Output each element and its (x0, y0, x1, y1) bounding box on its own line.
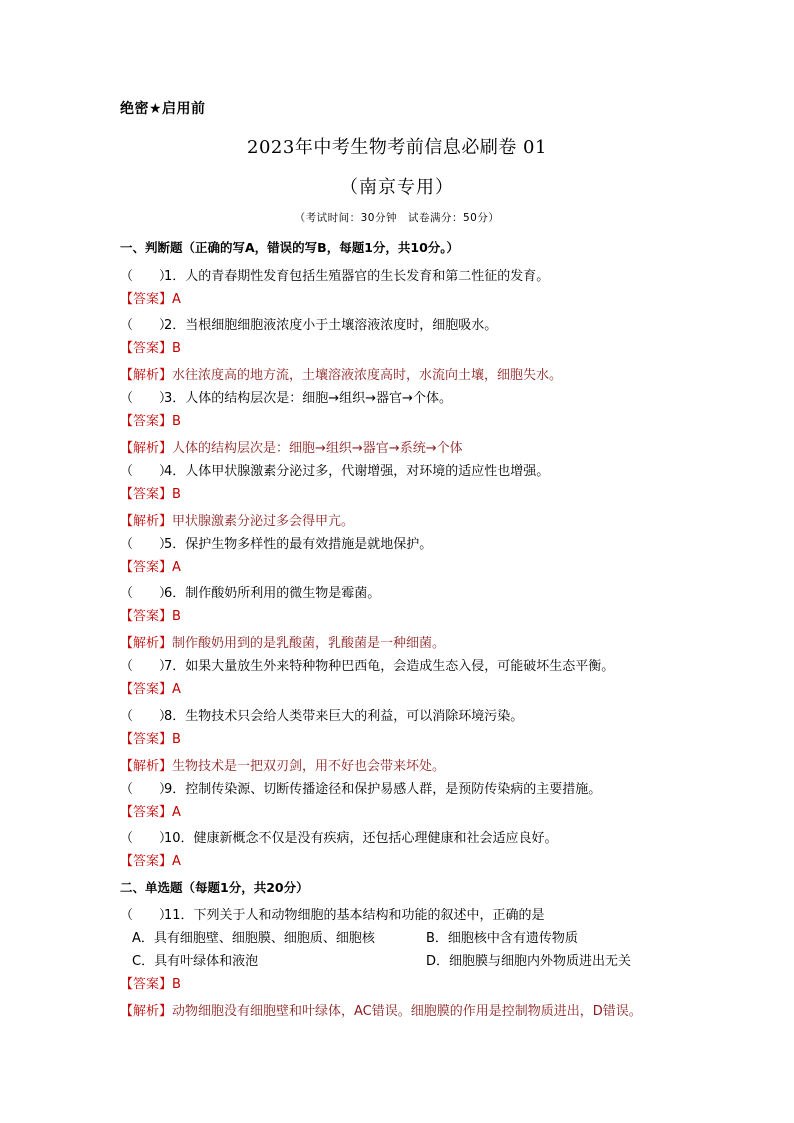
explain-tag: 【解析】 (120, 514, 173, 529)
answer-tag: 【答案】 (120, 341, 173, 356)
answer-tag: 【答案】 (120, 487, 173, 502)
question-10 (120, 827, 694, 846)
explain-tag: 【解析】 (120, 368, 173, 383)
answer-value: A (172, 682, 181, 697)
answer-blank: （ ） (120, 831, 173, 846)
explain-tag: 【解析】 (120, 1004, 173, 1019)
answer-2 (120, 337, 694, 356)
question-5 (120, 533, 694, 552)
section-heading-single-choice: 二、单选题（每题1分，共20分） (120, 880, 309, 895)
answer-11 (120, 973, 694, 992)
page-subtitle: （南京专用） (340, 177, 454, 198)
answer-value: A (172, 805, 181, 820)
question-6 (120, 582, 694, 601)
answer-value: B (172, 487, 181, 502)
question-text: 4．人体甲状腺激素分泌过多，代谢增强，对环境的适应性也增强。 (164, 464, 550, 479)
answer-tag: 【答案】 (120, 805, 173, 820)
answer-value: A (172, 560, 181, 575)
answer-blank: （ ） (120, 586, 173, 601)
answer-blank: （ ） (120, 269, 173, 284)
answer-blank: （ ） (120, 709, 173, 724)
question-2 (120, 314, 694, 333)
explanation-11 (120, 1000, 694, 1019)
question-text: 10．健康新概念不仅是没有疾病，还包括心理健康和社会适应良好。 (164, 831, 558, 846)
explanation-4 (120, 510, 694, 529)
question-8 (120, 705, 694, 724)
explain-text: 生物技术是一把双刃剑，用不好也会带来坏处。 (172, 759, 446, 774)
answer-9 (120, 801, 694, 820)
answer-blank: （ ） (120, 537, 173, 552)
section-heading-judgment: 一、判断题（正确的写A，错误的写B，每题1分，共10分。） (120, 240, 460, 255)
answer-tag: 【答案】 (120, 560, 173, 575)
answer-6 (120, 605, 694, 624)
page-title: 2023年中考生物考前信息必刷卷 01 (247, 137, 547, 158)
exam-info: （考试时间：30分钟 试卷满分：50分） (294, 212, 500, 224)
secret-label: 绝密★启用前 (120, 101, 206, 117)
answer-3 (120, 410, 694, 429)
answer-8 (120, 728, 694, 747)
question-text: 9．控制传染源、切断传播途径和保护易感人群，是预防传染病的主要措施。 (164, 782, 602, 797)
question-text: 6．制作酸奶所利用的微生物是霉菌。 (164, 586, 381, 601)
answer-value: A (172, 292, 181, 307)
answer-value: B (172, 414, 181, 429)
question-4 (120, 460, 694, 479)
explain-tag: 【解析】 (120, 441, 173, 456)
answer-blank: （ ） (120, 659, 173, 674)
answer-tag: 【答案】 (120, 854, 173, 869)
explain-text: 甲状腺激素分泌过多会得甲亢。 (172, 514, 355, 529)
answer-blank: （ ） (120, 318, 173, 333)
question-text: 11．下列关于人和动物细胞的基本结构和功能的叙述中，正确的是 (164, 908, 545, 923)
option-c: C．具有叶绿体和液泡 (132, 954, 259, 969)
explain-tag: 【解析】 (120, 759, 173, 774)
question-text: 5．保护生物多样性的最有效措施是就地保护。 (164, 537, 433, 552)
answer-tag: 【答案】 (120, 292, 173, 307)
answer-7 (120, 678, 694, 697)
answer-tag: 【答案】 (120, 682, 173, 697)
explanation-6 (120, 632, 694, 651)
explain-text: 制作酸奶用到的是乳酸菌，乳酸菌是一种细菌。 (172, 636, 446, 651)
question-9 (120, 778, 694, 797)
answer-tag: 【答案】 (120, 732, 173, 747)
question-3 (120, 387, 694, 406)
answer-blank: （ ） (120, 391, 173, 406)
answer-value: A (172, 854, 181, 869)
answer-value: B (172, 609, 181, 624)
answer-value: B (172, 732, 181, 747)
explain-tag: 【解析】 (120, 636, 173, 651)
answer-tag: 【答案】 (120, 977, 173, 992)
answer-tag: 【答案】 (120, 609, 173, 624)
question-text: 3．人体的结构层次是：细胞→组织→器官→个体。 (164, 391, 452, 406)
question-text: 1．人的青春期性发育包括生殖器官的生长发育和第二性征的发育。 (164, 269, 550, 284)
answer-blank: （ ） (120, 782, 173, 797)
option-d: D．细胞膜与细胞内外物质进出无关 (426, 954, 632, 969)
question-text: 7．如果大量放生外来特种物种巴西龟，会造成生态入侵，可能破坏生态平衡。 (164, 659, 615, 674)
answer-value: B (172, 977, 181, 992)
question-text: 2．当根细胞细胞液浓度小于土壤溶液浓度时，细胞吸水。 (164, 318, 498, 333)
answer-value: B (172, 341, 181, 356)
explanation-3 (120, 437, 694, 456)
question-text: 8．生物技术只会给人类带来巨大的利益，可以消除环境污染。 (164, 709, 524, 724)
answer-blank: （ ） (120, 908, 173, 923)
explanation-8 (120, 755, 694, 774)
question-1 (120, 265, 694, 284)
question-7 (120, 655, 694, 674)
answer-5 (120, 556, 694, 575)
answer-1 (120, 288, 694, 307)
explanation-2 (120, 364, 694, 383)
answer-tag: 【答案】 (120, 414, 173, 429)
explain-text: 动物细胞没有细胞壁和叶绿体，AC错误。细胞膜的作用是控制物质进出，D错误。 (172, 1004, 642, 1019)
answer-4 (120, 483, 694, 502)
answer-blank: （ ） (120, 464, 173, 479)
question-11 (120, 904, 694, 923)
option-a: A．具有细胞壁、细胞膜、细胞质、细胞核 (132, 931, 375, 946)
explain-text: 水往浓度高的地方流，土壤溶液浓度高时，水流向土壤，细胞失水。 (172, 368, 563, 383)
explain-text: 人体的结构层次是：细胞→组织→器官→系统→个体 (172, 441, 463, 456)
answer-10 (120, 850, 694, 869)
option-b: B．细胞核中含有遗传物质 (426, 931, 578, 946)
